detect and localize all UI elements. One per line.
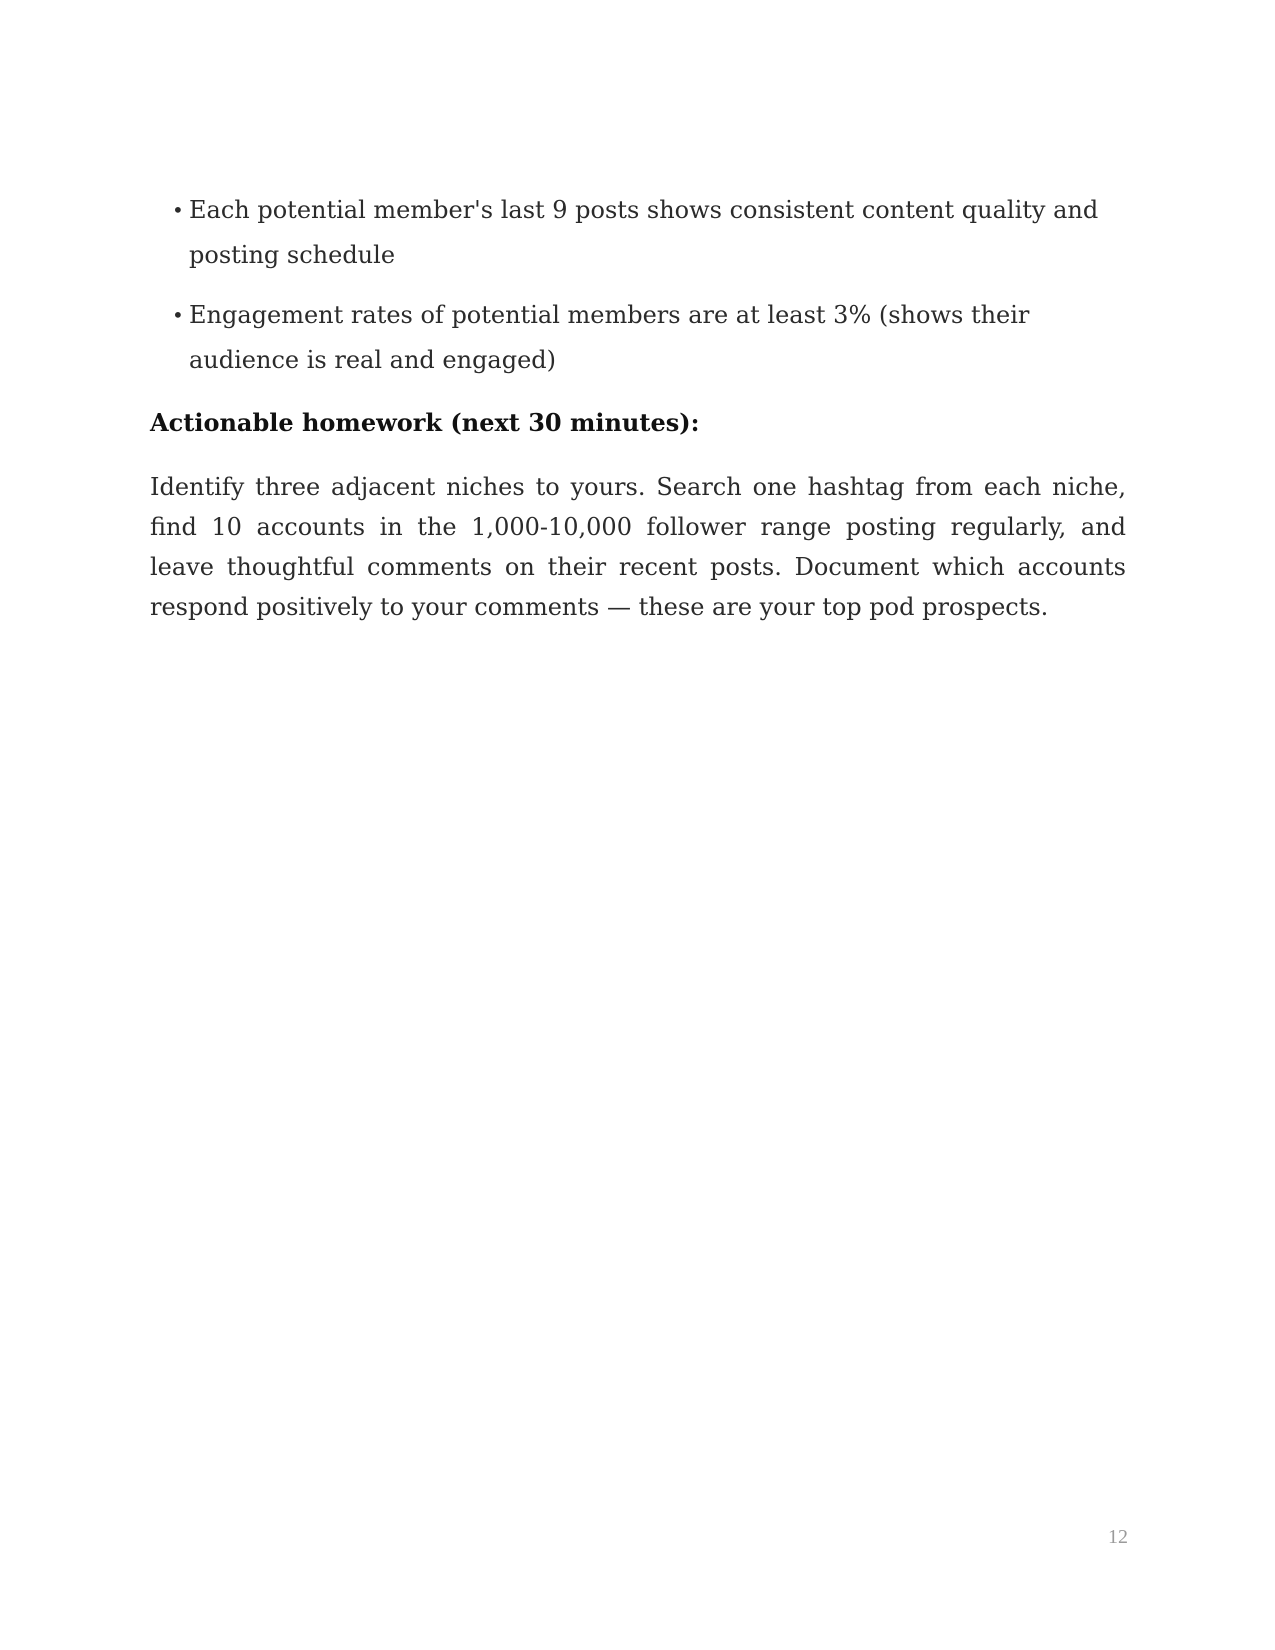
criteria-list <box>150 188 1126 383</box>
list-item-text: Each potential member's last 9 posts shows consistent content quality and posting schedule <box>189 196 1099 269</box>
list-item-text: Engagement rates of potential members are at least 3% (shows their audience is real and engaged) <box>189 301 1030 374</box>
bullet-icon: • <box>172 198 184 222</box>
list-item <box>150 188 1126 278</box>
bullet-icon: • <box>172 303 184 327</box>
page-content <box>150 188 1126 627</box>
homework-heading: Actionable homework (next 30 minutes): <box>150 408 700 437</box>
page-number: 12 <box>1108 1526 1128 1548</box>
homework-paragraph: Identify three adjacent niches to yours. Search one hashtag from each niche, find 10 accounts in the 1,000-10,000 follower range posting regularly, and leave thoughtful comments on their recent posts. Document which accounts respond positively to your comments — these are your top pod prospects. <box>150 473 1126 621</box>
list-item <box>150 293 1126 383</box>
